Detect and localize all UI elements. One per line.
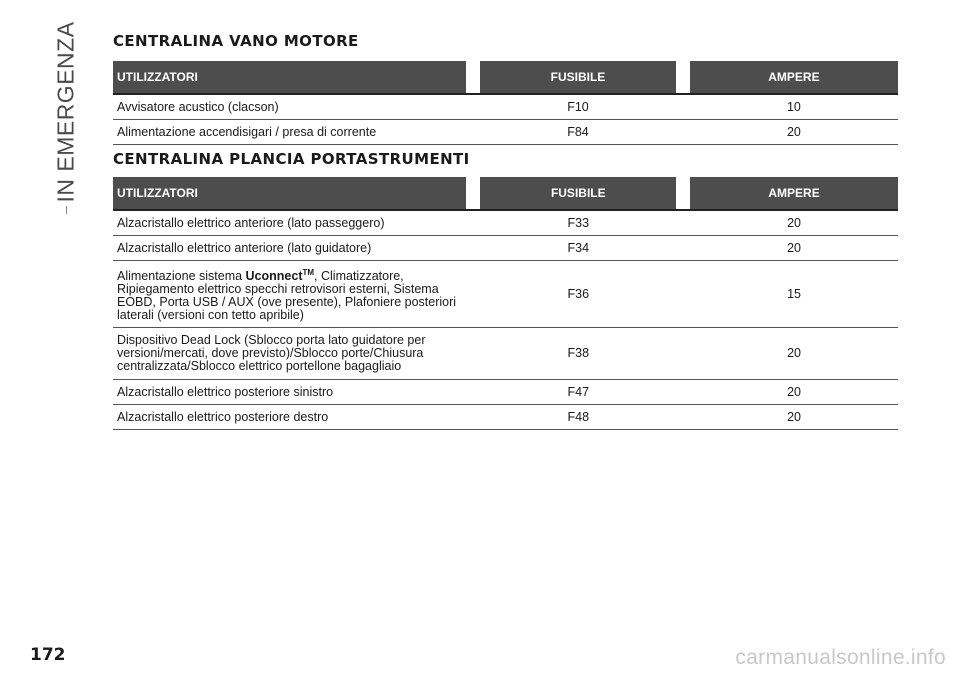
cell-user-line: Ripiegamento elettrico specchi retrovisori esterni, Sistema bbox=[117, 282, 439, 297]
section-a-title: CENTRALINA VANO MOTORE bbox=[113, 32, 359, 50]
header-fuse: FUSIBILE bbox=[480, 177, 676, 210]
header-ampere: AMPERE bbox=[690, 177, 898, 210]
watermark-text: carmanualsonline.info bbox=[735, 646, 946, 669]
cell-user: Alzacristallo elettrico posteriore sinistro bbox=[113, 380, 466, 405]
header-users: UTILIZZATORI bbox=[113, 177, 466, 210]
section-b-title: CENTRALINA PLANCIA PORTASTRUMENTI bbox=[113, 150, 470, 168]
cell-fuse: F10 bbox=[466, 94, 690, 120]
table-row bbox=[113, 405, 898, 430]
table-header-row bbox=[113, 61, 898, 94]
header-users: UTILIZZATORI bbox=[113, 61, 466, 94]
header-gap bbox=[676, 177, 690, 210]
cell-ampere: 20 bbox=[690, 210, 898, 236]
cell-fuse: F47 bbox=[466, 380, 690, 405]
header-gap bbox=[466, 177, 480, 210]
header-fuse: FUSIBILE bbox=[480, 61, 676, 94]
page-number: 172 bbox=[30, 645, 66, 665]
cell-fuse: F33 bbox=[466, 210, 690, 236]
cell-ampere: 20 bbox=[690, 405, 898, 430]
cell-user: Alimentazione accendisigari / presa di corrente bbox=[113, 120, 466, 145]
fuse-table-dashboard bbox=[113, 177, 898, 430]
cell-fuse: F38 bbox=[466, 328, 690, 380]
cell-fuse: F36 bbox=[466, 261, 690, 328]
cell-ampere: 20 bbox=[690, 380, 898, 405]
table-header-row bbox=[113, 177, 898, 210]
side-rule bbox=[66, 206, 67, 214]
table-row bbox=[113, 261, 898, 328]
cell-fuse: F34 bbox=[466, 236, 690, 261]
cell-ampere: 10 bbox=[690, 94, 898, 120]
cell-ampere: 20 bbox=[690, 328, 898, 380]
table-row bbox=[113, 120, 898, 145]
cell-fuse: F48 bbox=[466, 405, 690, 430]
side-section-title-text: IN EMERGENZA bbox=[52, 21, 79, 203]
cell-user: Alzacristallo elettrico anteriore (lato passeggero) bbox=[113, 210, 466, 236]
header-gap bbox=[466, 61, 480, 94]
cell-user-prefix: Alimentazione sistema bbox=[117, 269, 246, 284]
cell-user-line: versioni/mercati, dove previsto)/Sblocco porte/Chiusura bbox=[117, 346, 424, 361]
header-ampere: AMPERE bbox=[690, 61, 898, 94]
cell-ampere: 20 bbox=[690, 120, 898, 145]
cell-user bbox=[113, 328, 466, 380]
cell-fuse: F84 bbox=[466, 120, 690, 145]
cell-user bbox=[113, 261, 466, 328]
table-row bbox=[113, 210, 898, 236]
cell-ampere: 15 bbox=[690, 261, 898, 328]
cell-user-rest: , Climatizzatore, bbox=[314, 269, 404, 284]
header-gap bbox=[676, 61, 690, 94]
trademark-mark: TM bbox=[302, 268, 315, 277]
cell-ampere: 20 bbox=[690, 236, 898, 261]
cell-user: Alzacristallo elettrico posteriore destro bbox=[113, 405, 466, 430]
uconnect-brand: Uconnect bbox=[245, 269, 303, 284]
cell-user: Alzacristallo elettrico anteriore (lato guidatore) bbox=[113, 236, 466, 261]
side-section-title bbox=[52, 21, 80, 203]
cell-user-line: laterali (versioni con tetto apribile) bbox=[117, 308, 304, 323]
table-row bbox=[113, 236, 898, 261]
table-row bbox=[113, 94, 898, 120]
table-row bbox=[113, 328, 898, 380]
fuse-table-engine bbox=[113, 61, 898, 145]
cell-user: Avvisatore acustico (clacson) bbox=[113, 94, 466, 120]
table-row bbox=[113, 380, 898, 405]
cell-user-line: EOBD, Porta USB / AUX (ove presente), Plafoniere posteriori bbox=[117, 295, 457, 310]
cell-user-line: centralizzata/Sblocco elettrico portellone bagagliaio bbox=[117, 359, 402, 374]
cell-user-line: Dispositivo Dead Lock (Sblocco porta lato guidatore per bbox=[117, 333, 426, 348]
